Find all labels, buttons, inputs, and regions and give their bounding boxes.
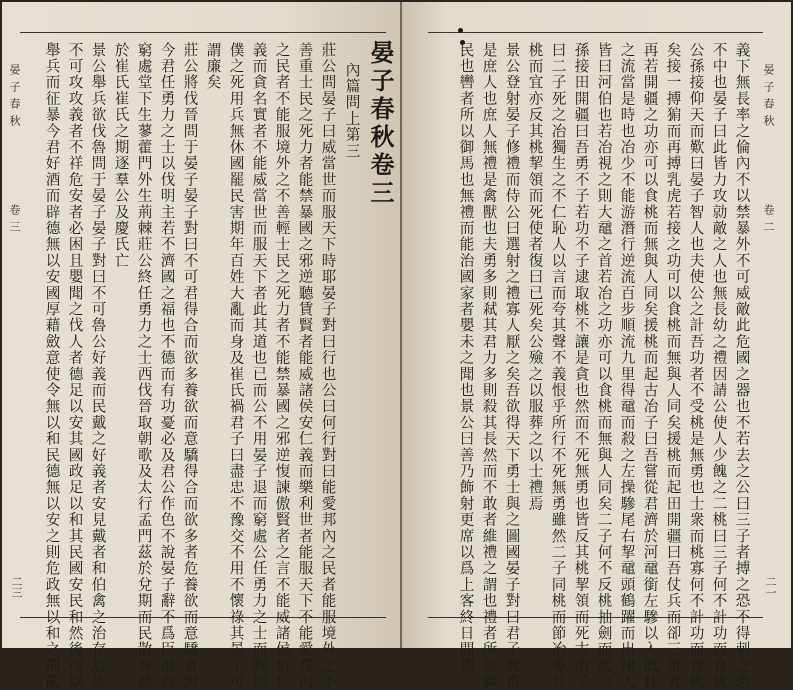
text-column: 曰二子死之冶獨生之不仁恥人以言而夸其聲不義恨乎所行不死無勇雖然二子同桃而節冶專其	[549, 42, 567, 690]
text-column: 民也轡者所以御馬也無禮而能治國家者嬰未之聞也景公曰善乃飾射更席以爲上客終日問禮	[457, 42, 475, 674]
text-column: 於崔氏崔氏之期逐羣公及慶氏亡	[112, 42, 130, 269]
right-page	[400, 2, 791, 690]
text-column: 公孫接仰天而歎曰晏子智人也夫使公之計吾功者不受桃是無勇也士衆而桃寡何不計功而食桃	[687, 42, 705, 690]
book-gutter	[400, 2, 402, 648]
text-column: 之民者不能服境外之不善輕士民之死力者不能禁暴國之邪逆愎諫傲賢者之言不能威諸侯倍仁	[273, 42, 291, 690]
text-column: 今君任勇力之士以伐明主若不濟國之福也不德而有功憂必及君公作色不說晏子辭不爲臣退而	[158, 42, 176, 690]
right-margin-title: 晏子春秋	[762, 64, 775, 132]
text-column: 義而貪名實者不能威當世而服天下者此其道也已而公不用晏子退而窮處公任勇力之士而輕臣	[250, 42, 268, 690]
text-column: 景公登射晏子修禮而侍公曰選射之禮寡人厭之矣吾欲得天下勇士與之圖國晏子對曰君子無禮	[503, 42, 521, 690]
text-column: 不中也晏子曰此皆力攻勍敵之人也無長幼之禮因請公使人少餽之二桃曰三子何不計功而食桃	[710, 42, 728, 690]
ink-mark	[458, 28, 463, 33]
text-column: 之流當是時也冶少不能游潛行逆流百步順流九里得黿而殺之左操驂尾右挈黿頭鶴躍而出津人	[618, 42, 636, 690]
open-book	[2, 2, 791, 690]
right-page-number: 二一	[764, 576, 777, 598]
text-column: 謂廉矣	[204, 42, 222, 91]
chapter-heading: 晏子春秋卷三	[366, 40, 395, 208]
text-column: 義下無長率之倫內不以禁暴外不可威敵此危國之器也不若去之公曰三子者搏之恐不得刺之恐	[733, 42, 751, 690]
left-margin-title: 晏子春秋	[8, 64, 21, 132]
text-column: 矣接一搏猏而再搏乳虎若接之功可以食桃而無與人同矣援桃而起田開疆曰吾仗兵而卻三軍者	[664, 42, 682, 690]
left-margin-volume: 卷三	[8, 204, 21, 238]
chapter-subhead: 內篇問上第三	[343, 62, 361, 160]
text-column: 莊公問晏子曰威當世而服天下時耶晏子對曰行也公曰何行對曰能愛邦內之民者能服境外之不	[319, 42, 337, 690]
text-column: 舉兵而征暴今君好酒而辟德無以安國厚藉斂意使令無以和民德無以安之則危政無以和之則亂	[43, 42, 61, 690]
text-column: 不可攻攻義者不祥危安者必困且嬰聞之伐人者德足以安其國政足以和其民國安民和然後可以	[66, 42, 84, 690]
right-margin-volume: 卷二	[762, 204, 775, 238]
text-column: 莊公將伐晉問于晏子晏子對曰不可君得合而欲多養欲而意驕得合而欲多者危養欲而意驕者困	[181, 42, 199, 690]
text-column: 僕之死用兵無休國罷民害期年百姓大亂而身及崔氏禍君子曰盡忠不豫交不用不懷祿其晏子可	[227, 42, 245, 690]
text-column: 善重士民之死力者能禁暴國之邪逆聽賃賢者能威諸侯安仁義而樂利世者能服天下不能愛邦內	[296, 42, 314, 690]
text-column: 皆曰河伯也若冶視之則大黿之首若冶之功亦可以食桃而無與人同矣二子何不反桃抽劍而起公	[595, 42, 613, 690]
text-column: 窮處堂下生蓼藿門外生荊棘莊公終任勇力之士西伐晉取朝歌及太行孟門茲於兌期而民散身滅	[135, 42, 153, 690]
text-column: 景公舉兵欲伐魯問于晏子晏子對曰不可魯公好義而民戴之好義者安見戴者和伯禽之治存焉故	[89, 42, 107, 690]
text-column: 孫接田開疆曰吾勇不子若功不子逮取桃不讓是貪也然而不死無勇也皆反其桃挈領而死古冶子	[572, 42, 590, 690]
left-page-number: 二三	[10, 576, 23, 598]
text-column: 再若開疆之功亦可以食桃而無與人同矣援桃而起古冶子曰吾嘗從君濟於河黿銜左驂以入砥柱	[641, 42, 659, 690]
left-page	[2, 2, 400, 690]
text-column: 桃而宜亦反其桃挈領而死使者復曰已死矣公殮之以服葬之以士禮焉	[526, 42, 544, 512]
text-column: 是庶人也庶人無禮是禽獸也夫勇多則弒其君力多則殺其長然而不敢者維禮之謂也禮者所以御	[480, 42, 498, 690]
